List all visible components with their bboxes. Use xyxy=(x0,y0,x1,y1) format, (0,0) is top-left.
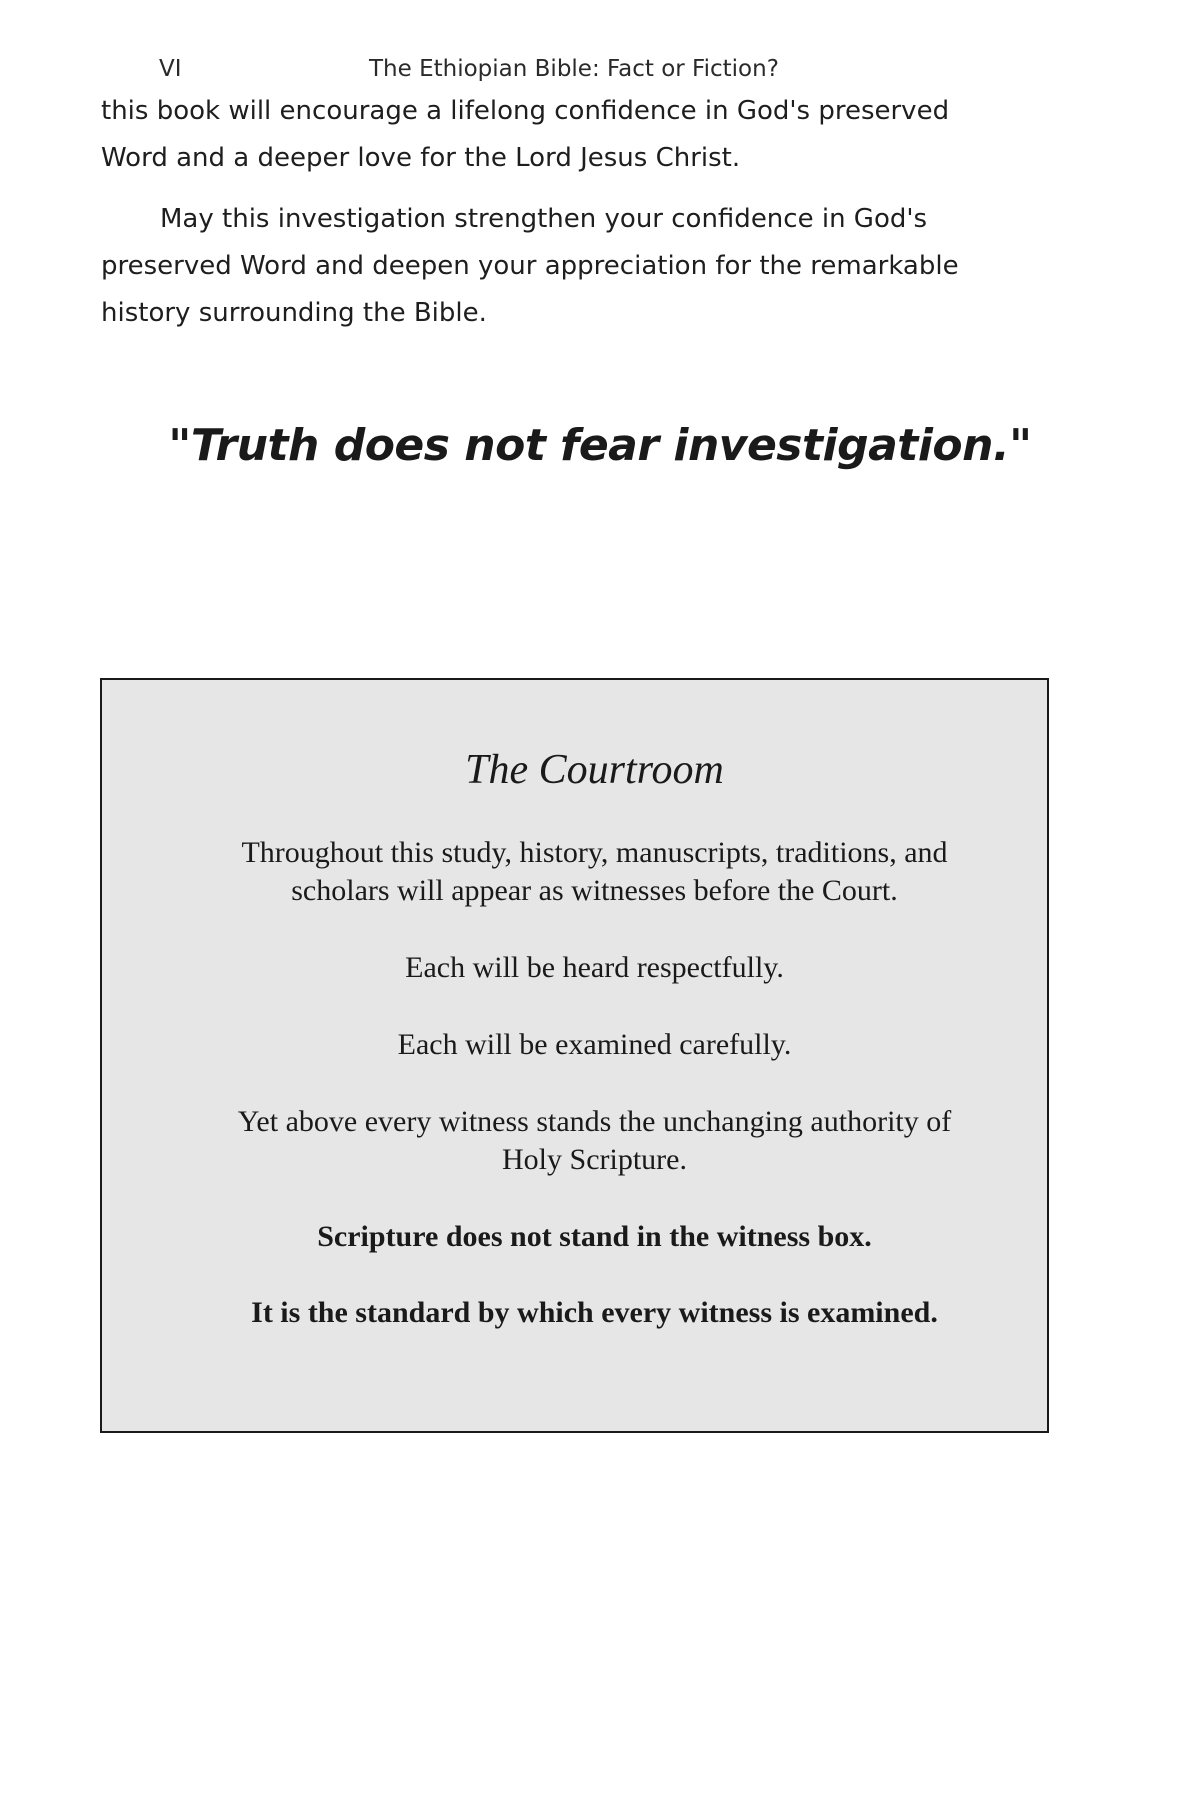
running-header xyxy=(0,56,1200,90)
courtroom-callout-box xyxy=(100,678,1049,1433)
callout-line: Each will be examined carefully. xyxy=(397,1028,792,1061)
body-paragraph-1: this book will encourage a lifelong confidence in God's preserved Word and a deeper love for the Lord Jesus Christ. xyxy=(101,96,950,173)
callout-line: scholars will appear as witnesses before the Court. xyxy=(291,874,898,907)
callout-emphasis-line: It is the standard by which every witness is examined. xyxy=(251,1296,938,1329)
callout-line: Yet above every witness stands the unchanging authority of xyxy=(237,1105,952,1138)
callout-line: Each will be heard respectfully. xyxy=(405,951,784,984)
callout-title: The Courtroom xyxy=(465,747,724,793)
running-header-title: The Ethiopian Bible: Fact or Fiction? xyxy=(369,56,779,82)
body-paragraph-2: May this investigation strengthen your confidence in God's preserved Word and deepen your appreciation for the remarkable history surrounding the Bible. xyxy=(101,204,959,328)
callout-line: Holy Scripture. xyxy=(502,1143,687,1176)
pull-quote: "Truth does not fear investigation." xyxy=(168,420,1032,471)
callout-line: Throughout this study, history, manuscripts, traditions, and xyxy=(241,836,948,869)
callout-emphasis-line: Scripture does not stand in the witness box. xyxy=(317,1220,872,1253)
page-number: VI xyxy=(159,56,182,82)
